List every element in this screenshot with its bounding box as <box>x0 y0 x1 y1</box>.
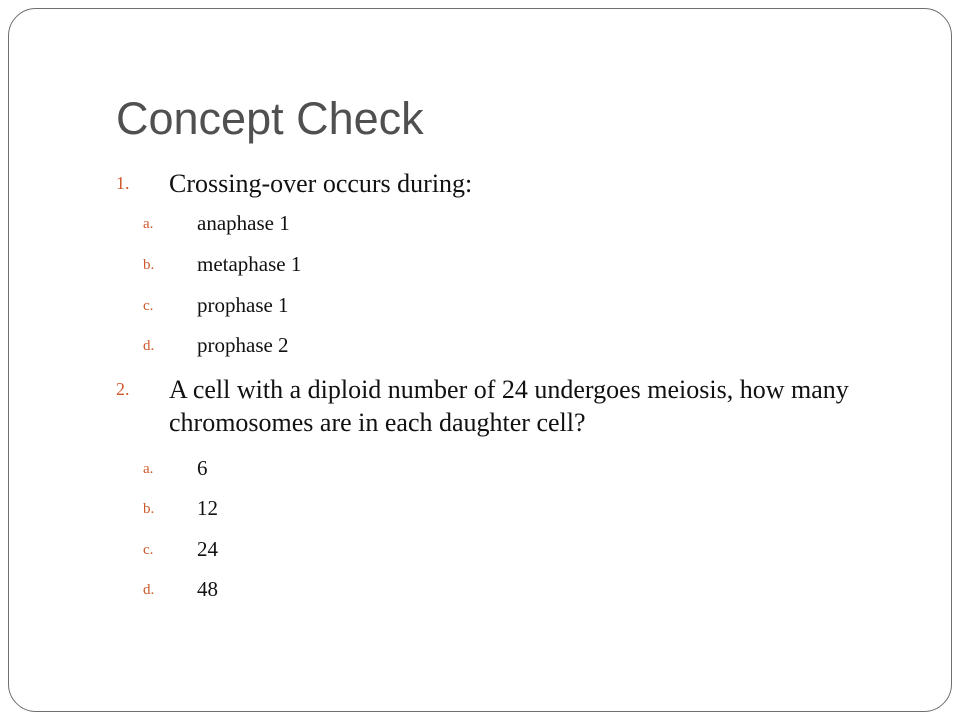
option-text: prophase 2 <box>197 333 289 357</box>
slide-title: Concept Check <box>116 93 424 144</box>
question-number: 1. <box>116 173 130 193</box>
option-letter: d. <box>143 338 155 354</box>
question-text: Crossing-over occurs during: <box>169 169 473 198</box>
option-text: 24 <box>197 537 218 561</box>
question-number: 2. <box>116 379 130 399</box>
option-letter: a. <box>143 461 154 477</box>
slide-frame <box>8 8 952 712</box>
option-text: 12 <box>197 496 218 520</box>
option-letter: d. <box>143 582 155 598</box>
option-letter: c. <box>143 298 154 314</box>
option-letter: b. <box>143 257 155 273</box>
option-letter: c. <box>143 542 154 558</box>
option-text: 6 <box>197 456 208 480</box>
option-letter: a. <box>143 216 154 232</box>
question-text: A cell with a diploid number of 24 undergoes meiosis, how many chromosomes are in each daughter cell? <box>169 375 849 437</box>
option-text: metaphase 1 <box>197 252 302 276</box>
option-text: prophase 1 <box>197 293 289 317</box>
option-text: 48 <box>197 577 218 601</box>
option-letter: b. <box>143 501 155 517</box>
option-text: anaphase 1 <box>197 211 290 235</box>
